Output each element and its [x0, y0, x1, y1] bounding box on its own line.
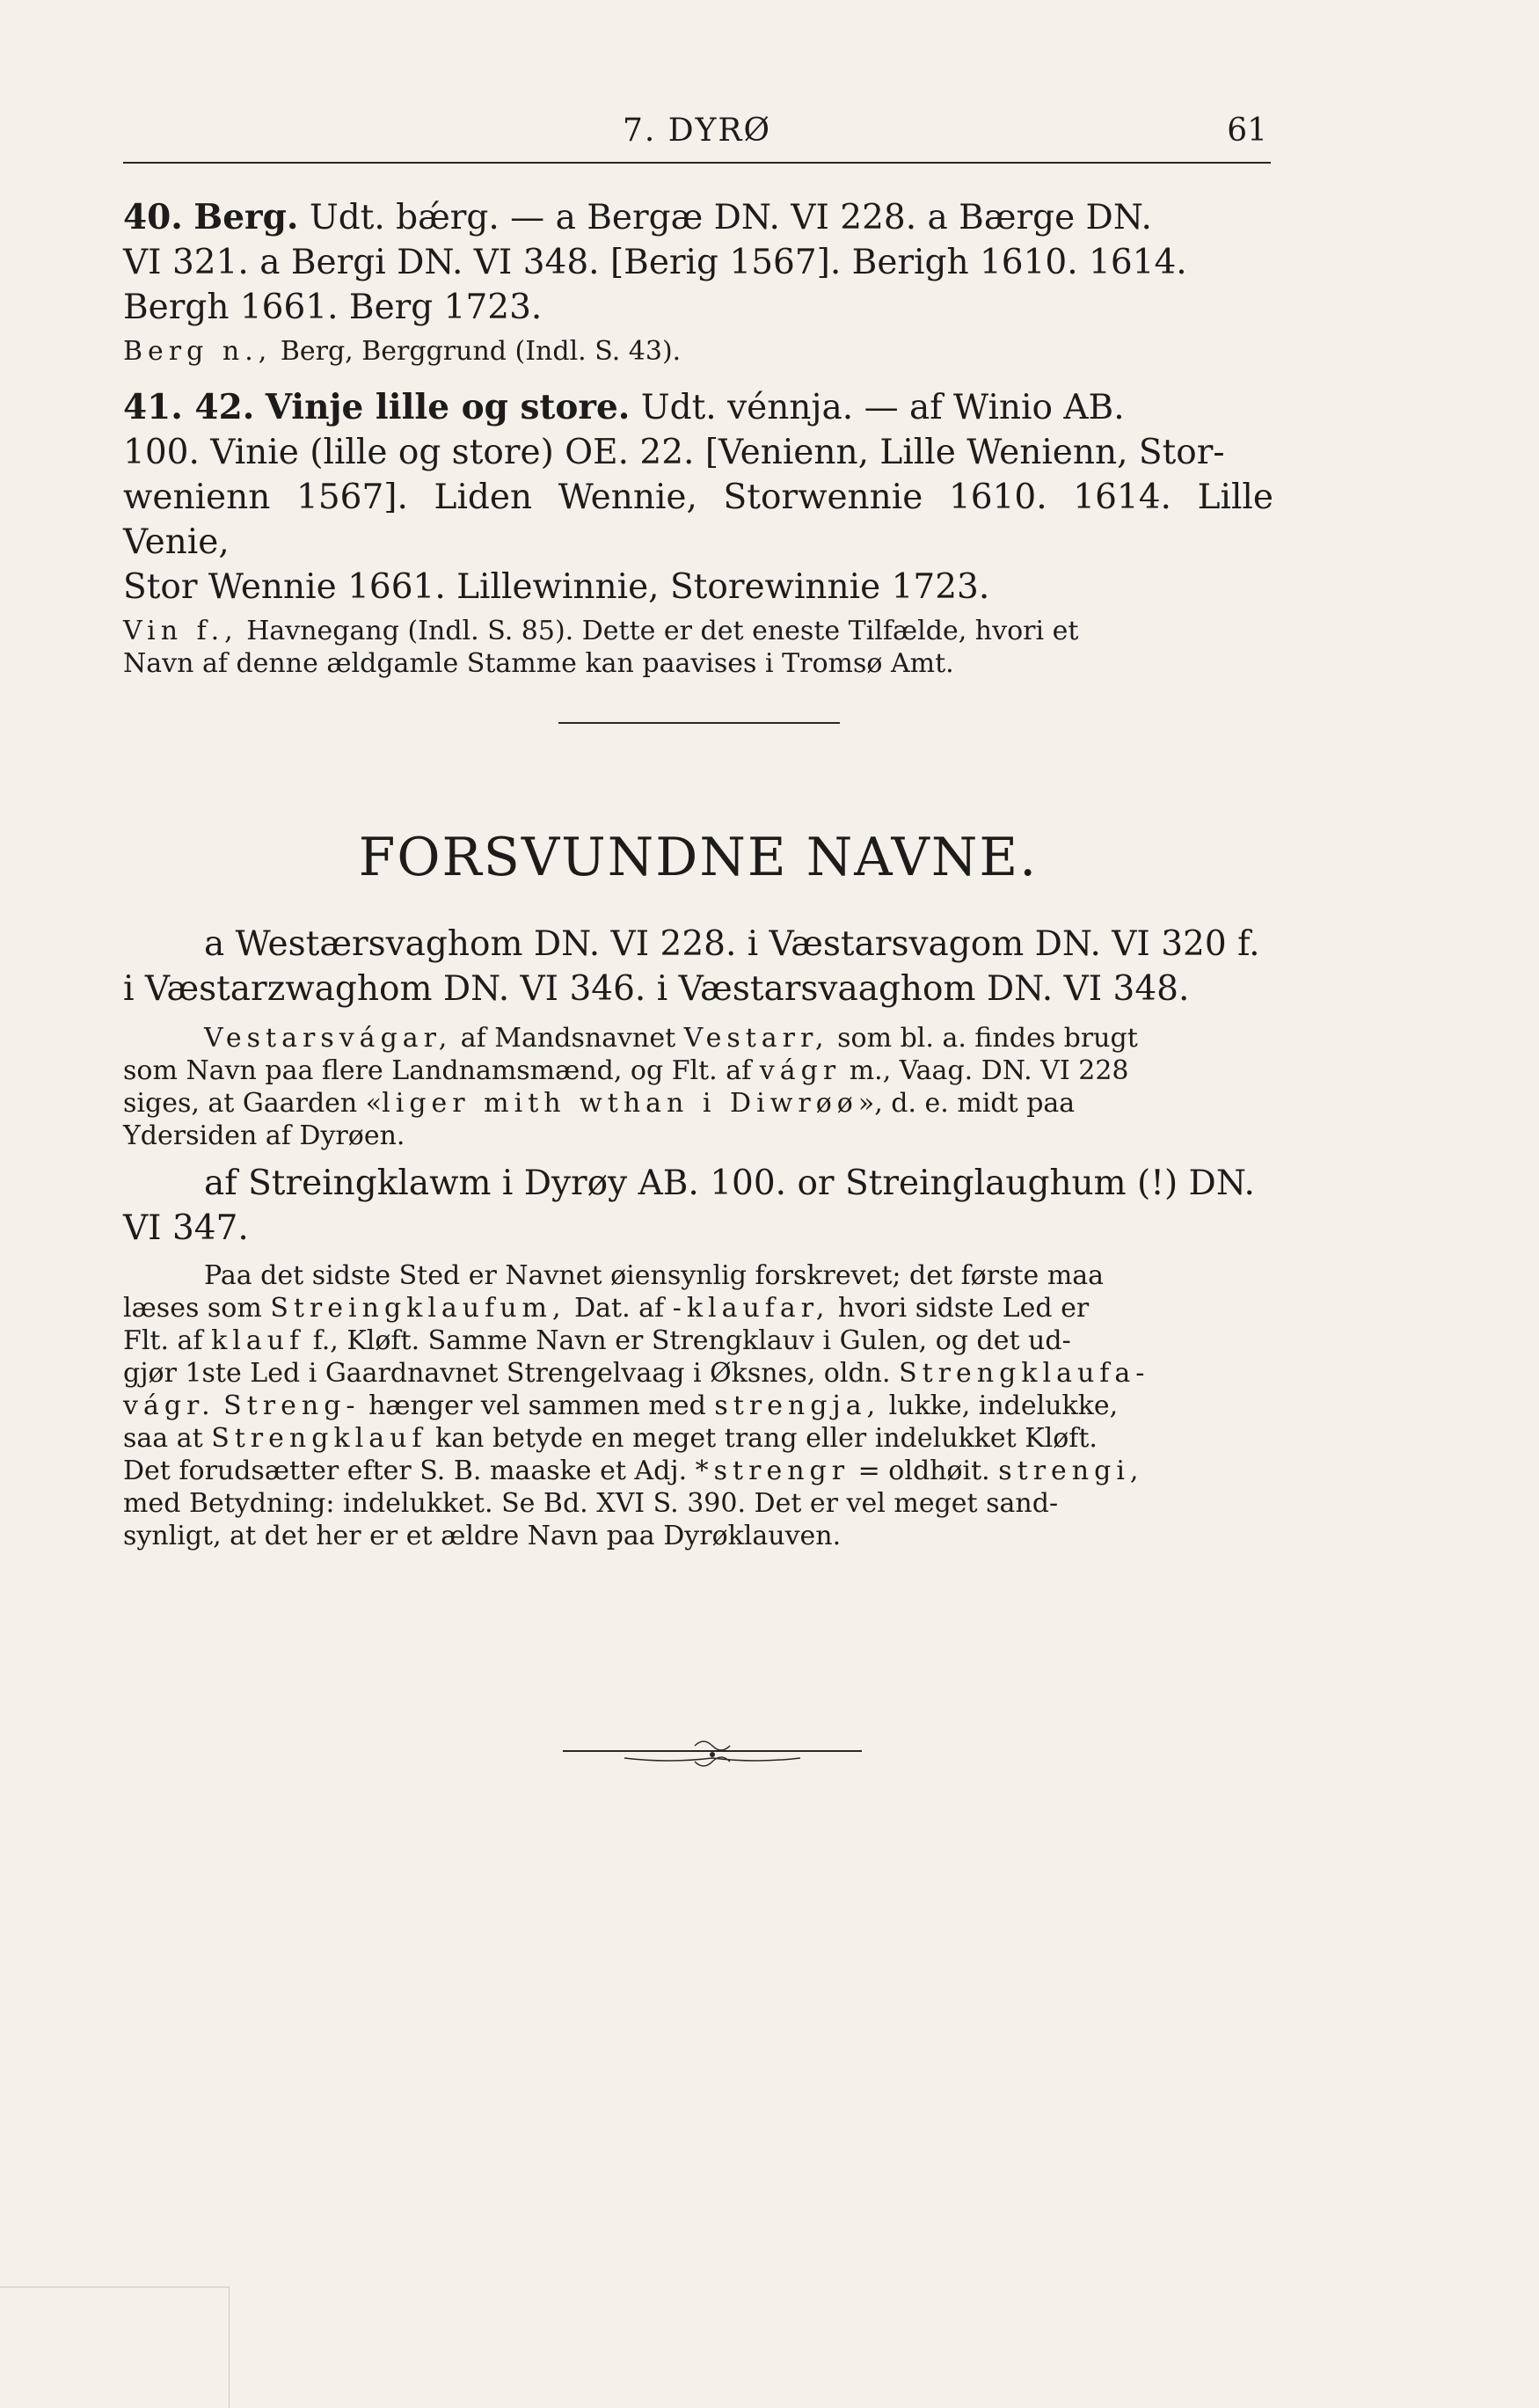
entry-40-line-2: VI 321. a Bergi DN. VI 348. [Berig 1567]. Berigh 1610. 1614.	[123, 243, 1187, 282]
lost-name-2-note-line-1: Paa det sidste Sted er Navnet øiensynlig forskrevet; det første maa	[204, 1260, 1105, 1291]
spaced-term: vágr.	[123, 1390, 215, 1421]
spaced-term: *strengr	[695, 1456, 850, 1486]
lost-name-1-line-2: i Væstarzwaghom DN. VI 346. i Væstarsvaaghom DN. VI 348.	[123, 969, 1190, 1009]
spaced-term: klauf	[211, 1325, 305, 1356]
farm-name: Vinje lille og store.	[265, 387, 631, 427]
entry-41-note-line-1	[123, 615, 1273, 647]
entry-41-line-2: 100. Vinie (lille og store) OE. 22. [Venienn, Lille Wenienn, Stor-	[123, 433, 1225, 472]
entry-41-42	[123, 385, 1273, 680]
note-text: som bl. a. findes brugt	[828, 1023, 1138, 1054]
lost-name-2-note-line-5	[123, 1390, 1273, 1422]
note-text: kan betyde en meget trang eller indelukket Kløft.	[427, 1423, 1098, 1454]
lost-name-2-note-line-9: synligt, at det her er et ældre Navn paa Dyrøklauven.	[123, 1521, 842, 1551]
lost-name-1	[123, 922, 1273, 1152]
note-text: Berg, Berggrund (Indl. S. 43).	[272, 336, 682, 367]
note-text: hvori sidste Led er	[829, 1293, 1090, 1324]
entry-40-line-3: Bergh 1661. Berg 1723.	[123, 288, 543, 327]
spaced-term: -klaufar,	[672, 1293, 830, 1324]
spaced-term: Berg n.,	[123, 336, 273, 367]
note-text: gjør 1ste Led i Gaardnavnet Strengelvaag i Øksnes, oldn.	[123, 1358, 900, 1389]
entry-41-line-3: wenienn 1567]. Liden Wennie, Storwennie 1610. 1614. Lille Venie,	[123, 478, 1273, 562]
spaced-term: Strengklaufa-	[899, 1358, 1150, 1389]
lost-name-1-note-line-2	[123, 1054, 1273, 1087]
entry-number: 41. 42.	[123, 387, 255, 427]
spaced-term: liger mith wthan i Diwrøø	[382, 1088, 858, 1119]
lost-name-2-note-line-3	[123, 1324, 1273, 1357]
entry-40-note	[123, 335, 1273, 368]
note-text: hænger vel sammen med	[360, 1390, 715, 1421]
lost-name-2-line-1: af Streingklawm i Dyrøy AB. 100. or Streinglaughum (!) DN.	[204, 1164, 1255, 1203]
section-separator	[558, 722, 840, 724]
header-rule	[123, 162, 1271, 164]
spaced-term: vágr	[759, 1055, 842, 1086]
note-text: Havnegang (Indl. S. 85). Dette er det eneste Tilfælde, hvori et	[237, 616, 1079, 646]
spaced-term: Strengklauf	[211, 1423, 427, 1454]
note-text: Dat. af	[565, 1293, 673, 1324]
entry-41-note-line-2: Navn af denne ældgamle Stamme kan paavises i Tromsø Amt.	[123, 648, 954, 679]
lost-name-2-note-line-7	[123, 1455, 1273, 1487]
spaced-term: Vestarr,	[683, 1023, 829, 1054]
spaced-term: strengi,	[998, 1456, 1144, 1486]
note-text: saa at	[123, 1423, 212, 1454]
entry-text: Udt. bǽrg. — a Bergæ DN. VI 228. a Bærge DN.	[309, 198, 1152, 237]
note-text: », d. e. midt paa	[857, 1088, 1076, 1119]
note-text: f., Kløft. Samme Navn er Strengklauv i Gulen, og det ud-	[304, 1325, 1071, 1356]
end-ornament	[563, 1737, 862, 1772]
note-text: læses som	[123, 1293, 271, 1324]
lost-name-2-note-line-4	[123, 1357, 1273, 1390]
spaced-term: Vin f.,	[123, 616, 238, 646]
note-text: af Mandsnavnet	[452, 1023, 684, 1054]
lost-name-1-line-1: a Westærsvaghom DN. VI 228. i Væstarsvagom DN. VI 320 f.	[204, 924, 1260, 964]
note-text: som Navn paa flere Landnamsmænd, og Flt. af	[123, 1055, 760, 1086]
lost-name-2-note-line-8: med Betydning: indelukket. Se Bd. XVI S. 390. Det er vel meget sand-	[123, 1488, 1059, 1519]
spaced-term: strengja,	[714, 1390, 881, 1421]
note-text: siges, at Gaarden «	[123, 1088, 383, 1119]
note-text: = oldhøit.	[850, 1456, 999, 1486]
page-number: 61	[1227, 113, 1267, 149]
entry-40	[123, 195, 1273, 368]
spaced-term: Streng-	[223, 1390, 361, 1421]
entry-number: 40.	[123, 197, 183, 237]
lost-name-2-note-line-6	[123, 1422, 1273, 1455]
lost-name-1-note-line-3	[123, 1087, 1273, 1120]
lost-name-2	[123, 1161, 1273, 1552]
note-text: Flt. af	[123, 1325, 212, 1356]
spaced-term: Streingklaufum,	[270, 1293, 566, 1324]
farm-name: Berg.	[193, 197, 299, 237]
note-text: Det forudsætter efter S. B. maaske et Adj.	[123, 1456, 696, 1486]
note-text	[215, 1390, 224, 1421]
note-text: m., Vaag. DN. VI 228	[841, 1055, 1129, 1086]
entry-40-line-1	[123, 195, 1273, 240]
note-text: lukke, indelukke,	[880, 1390, 1119, 1421]
lost-name-1-note-line-1	[123, 1022, 1273, 1054]
spaced-term: Vestarsvágar,	[204, 1023, 453, 1054]
entry-text: Udt. vénnja. — af Winio AB.	[640, 388, 1125, 427]
entry-41-line-1	[123, 385, 1273, 430]
running-header	[123, 113, 1271, 165]
section-heading: FORSVUNDNE NAVNE.	[358, 827, 1039, 888]
chapter-title: 7. DYRØ	[622, 113, 772, 149]
lost-name-1-note-line-4: Ydersiden af Dyrøen.	[123, 1120, 405, 1151]
lost-name-2-note-line-2	[123, 1292, 1273, 1324]
entry-41-line-4: Stor Wennie 1661. Lillewinnie, Storewinnie 1723.	[123, 567, 990, 607]
lost-name-2-line-2: VI 347.	[123, 1208, 249, 1248]
scan-edge-mark	[0, 2287, 230, 2408]
